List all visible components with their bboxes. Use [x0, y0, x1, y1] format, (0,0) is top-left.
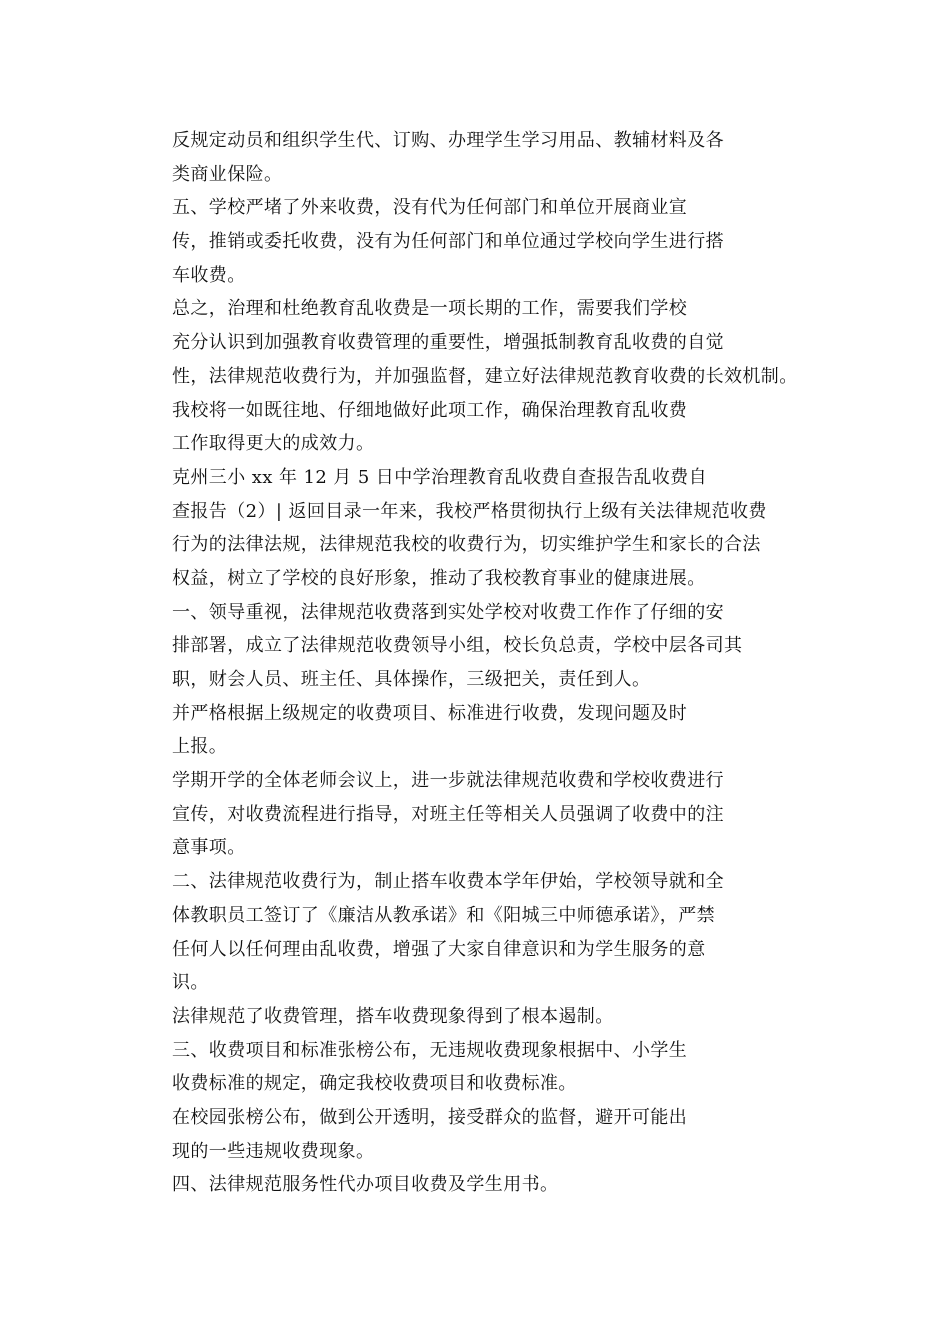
text-line: 三、收费项目和标准张榜公布，无违规收费现象根据中、小学生: [172, 1039, 688, 1061]
text-line: 五、学校严堵了外来收费，没有代为任何部门和单位开展商业宣: [172, 197, 688, 219]
text-line: 体教职员工签订了《廉洁从教承诺》和《阳城三中师德承诺》，严禁: [172, 904, 715, 926]
text-line: 宣传，对收费流程进行指导，对班主任等相关人员强调了收费中的注: [172, 803, 724, 825]
text-line: 二、法律规范收费行为，制止搭车收费本学年伊始，学校领导就和全: [172, 871, 724, 893]
text-line: 现的一些违规收费现象。: [172, 1140, 375, 1162]
text-line: 收费标准的规定，确定我校收费项目和收费标准。: [172, 1073, 577, 1095]
text-line: 权益，树立了学校的良好形象，推动了我校教育事业的健康进展。: [172, 567, 706, 589]
document-body: [172, 124, 872, 1202]
text-line: 职，财会人员、班主任、具体操作，三级把关，责任到人。: [172, 669, 651, 690]
text-line: 学期开学的全体老师会议上，进一步就法律规范收费和学校收费进行: [172, 770, 724, 792]
text-line: 任何人以任何理由乱收费，增强了大家自律意识和为学生服务的意: [172, 938, 706, 960]
text-line: 四、法律规范服务性代办项目收费及学生用书。: [172, 1174, 559, 1196]
text-line: 上报。: [172, 736, 228, 758]
text-line: 克州三小 xx 年 12 月 5 日中学治理教育乱收费自查报告乱收费自: [172, 466, 707, 488]
text-line: 传，推销或委托收费，没有为任何部门和单位通过学校向学生进行搭: [172, 231, 724, 253]
text-line: 查报告（2）| 返回目录一年来，我校严格贯彻执行上级有关法律规范收费: [172, 500, 767, 522]
text-line: 意事项。: [172, 837, 246, 859]
text-line: 识。: [172, 972, 209, 994]
text-line: 我校将一如既往地、仔细地做好此项工作，确保治理教育乱收费: [172, 399, 688, 421]
text-line: 类商业保险。: [172, 163, 283, 185]
text-line: 车收费。: [172, 264, 246, 286]
text-line: 行为的法律法规，法律规范我校的收费行为，切实维护学生和家长的合法: [172, 534, 761, 556]
text-line: 性，法律规范收费行为，并加强监督，建立好法律规范教育收费的长效机制。: [172, 365, 798, 387]
text-line: 排部署，成立了法律规范收费领导小组，校长负总责，学校中层各司其: [172, 635, 743, 657]
text-line: 总之，治理和杜绝教育乱收费是一项长期的工作，需要我们学校: [172, 298, 688, 320]
text-line: 在校园张榜公布，做到公开透明，接受群众的监督，避开可能出: [172, 1106, 688, 1128]
text-line: 工作取得更大的成效力。: [172, 433, 375, 455]
text-line: 一、领导重视，法律规范收费落到实处学校对收费工作作了仔细的安: [172, 601, 724, 623]
text-line: 充分认识到加强教育收费管理的重要性，增强抵制教育乱收费的自觉: [172, 332, 724, 354]
text-line: 法律规范了收费管理，搭车收费现象得到了根本遏制。: [172, 1005, 614, 1027]
text-line: 反规定动员和组织学生代、订购、办理学生学习用品、教辅材料及各: [172, 130, 724, 151]
text-line: 并严格根据上级规定的收费项目、标准进行收费，发现问题及时: [172, 702, 688, 724]
